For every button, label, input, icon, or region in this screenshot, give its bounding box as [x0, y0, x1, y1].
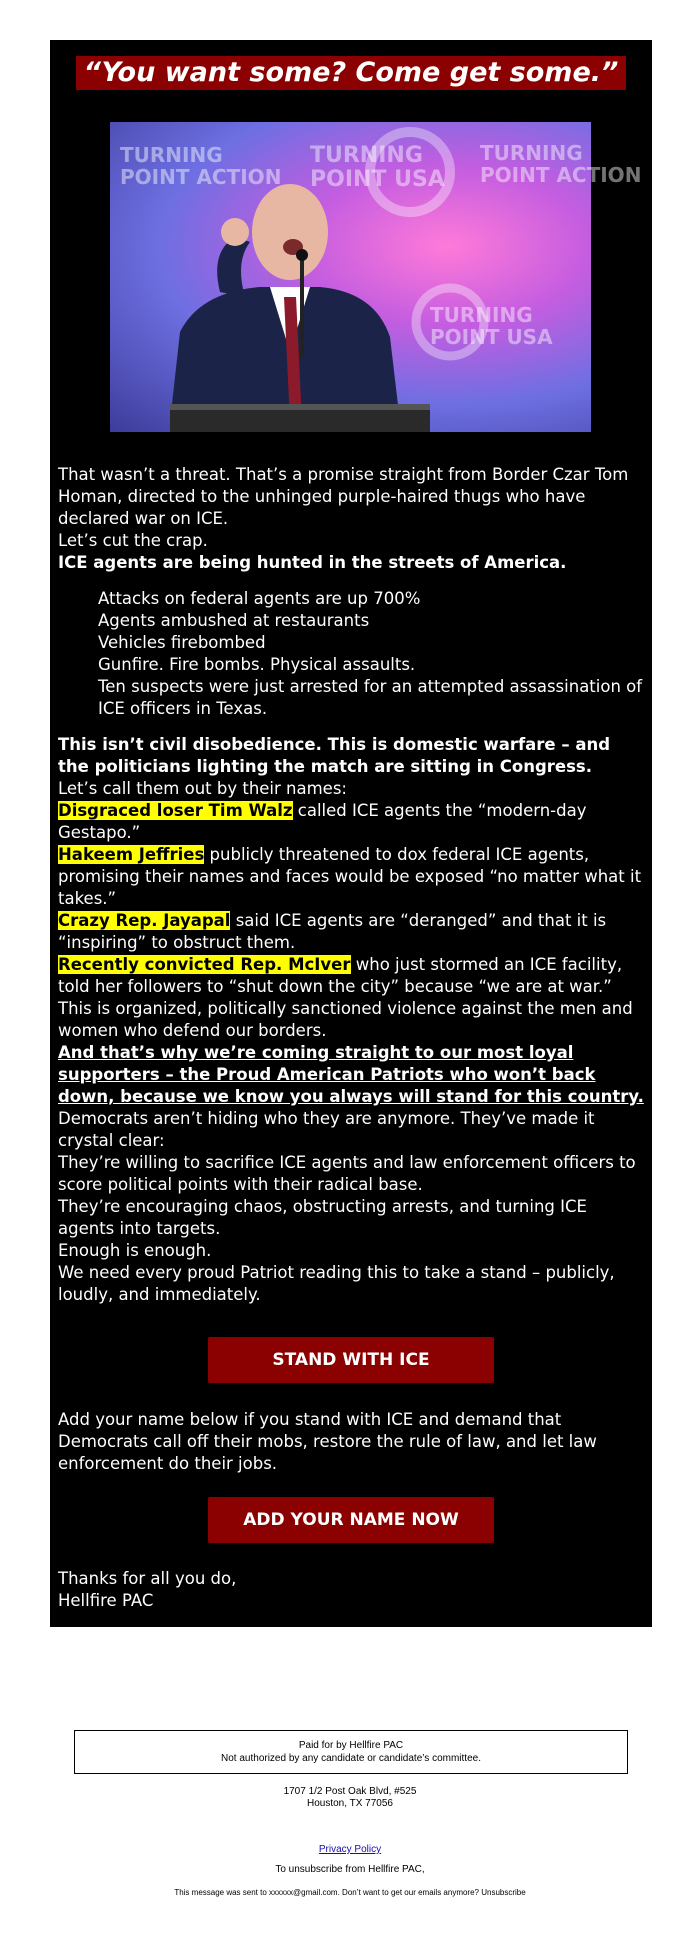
organized-statement: This is organized, politically sanctioned violence against the men and women who defend our borders. — [58, 999, 633, 1040]
name-callout — [58, 800, 644, 844]
name-quote: publicly threatened to dox federal ICE agents, promising their names and faces would be exposed “no matter what it takes.” — [58, 845, 642, 908]
paragraph: Enough is enough. — [58, 1241, 212, 1260]
paragraph: We need every proud Patriot reading this to take a stand – publicly, loudly, and immediately. — [58, 1263, 615, 1304]
name-callout — [58, 844, 644, 910]
signoff — [58, 1568, 644, 1612]
name-quote: who just stormed an ICE facility, told her followers to “shut down the city” because “we are at war.” — [58, 955, 623, 996]
add-name-text: Add your name below if you stand with ICE and demand that Democrats call off their mobs, restore the rule of law, and let law enforcement do their jobs. — [58, 1410, 597, 1473]
stand-with-ice-button[interactable]: STAND WITH ICE — [208, 1337, 494, 1383]
backdrop-text: TURNING — [430, 303, 533, 327]
paid-by-text: Paid for by Hellfire PAC — [298, 1740, 404, 1751]
signoff-line: Thanks for all you do, — [58, 1569, 237, 1588]
hero-image — [110, 122, 642, 432]
headline: “You want some? Come get some.” — [76, 56, 627, 90]
backdrop-text: TURNING — [120, 143, 223, 167]
footer-disclaimer-box — [74, 1730, 628, 1774]
warfare-statement: This isn’t civil disobedience. This is domestic warfare – and the politicians lighting the match are sitting in Congress. — [58, 735, 611, 776]
unsubscribe-line: To unsubscribe from Hellfire PAC, — [275, 1864, 425, 1875]
add-your-name-button[interactable]: ADD YOUR NAME NOW — [208, 1497, 494, 1543]
list-item: Gunfire. Fire bombs. Physical assaults. — [98, 655, 416, 674]
name-callout — [58, 954, 644, 998]
footer-links — [0, 1840, 700, 1880]
list-item: Vehicles firebombed — [98, 633, 266, 652]
headline-wrap — [50, 56, 652, 90]
cut-the-crap: Let’s cut the crap. — [58, 531, 208, 550]
list-item: Agents ambushed at restaurants — [98, 611, 370, 630]
list-item: Attacks on federal agents are up 700% — [98, 589, 421, 608]
loyal-supporters-statement: And that’s why we’re coming straight to our most loyal supporters – the Proud American Patriots who won’t back down, because we know you always will stand for this country. — [58, 1043, 644, 1106]
hunted-statement: ICE agents are being hunted in the streets of America. — [58, 553, 567, 572]
backdrop-text: POINT USA — [310, 167, 445, 192]
name-quote: called ICE agents the “modern-day Gestapo.” — [58, 801, 587, 842]
body-text — [58, 464, 644, 1306]
address-line: Houston, TX 77056 — [307, 1798, 393, 1809]
highlighted-name: Hakeem Jeffries — [58, 845, 205, 864]
name-callout — [58, 910, 644, 954]
privacy-policy-link[interactable]: Privacy Policy — [318, 1844, 382, 1855]
backdrop-text: TURNING — [480, 141, 583, 165]
footer-address — [0, 1786, 700, 1810]
highlighted-name: Crazy Rep. Jayapal — [58, 911, 231, 930]
disclaimer-text: Not authorized by any candidate or candidate’s committee. — [221, 1753, 481, 1764]
name-quote: said ICE agents are “deranged” and that it is “inspiring” to obstruct them. — [58, 911, 607, 952]
paragraph: They’re encouraging chaos, obstructing arrests, and turning ICE agents into targets. — [58, 1197, 587, 1238]
paragraph: Democrats aren’t hiding who they are anymore. They’ve made it crystal clear: — [58, 1109, 595, 1150]
backdrop-text: POINT USA — [430, 325, 553, 349]
signoff-sender: Hellfire PAC — [58, 1591, 154, 1610]
backdrop-text: POINT ACTION — [120, 165, 282, 189]
highlighted-name: Recently convicted Rep. McIver — [58, 955, 351, 974]
call-out: Let’s call them out by their names: — [58, 779, 347, 798]
email-card — [50, 40, 652, 1627]
footer-note: This message was sent to xxxxxx@gmail.com. Don’t want to get our emails anymore? Unsubscribe — [174, 1888, 526, 1897]
paragraph: They’re willing to sacrifice ICE agents and law enforcement officers to score political points with their radical base. — [58, 1153, 636, 1194]
backdrop-text: POINT ACTION — [480, 163, 642, 187]
highlighted-name: Disgraced loser Tim Walz — [58, 801, 293, 820]
list-item: Ten suspects were just arrested for an attempted assassination of ICE officers in Texas. — [98, 677, 643, 718]
hero-illustration — [110, 122, 642, 432]
backdrop-text: TURNING — [310, 143, 423, 168]
attacks-list — [98, 588, 644, 720]
address-line: 1707 1/2 Post Oak Blvd, #525 — [283, 1786, 417, 1797]
intro-paragraph: That wasn’t a threat. That’s a promise straight from Border Czar Tom Homan, directed to the unhinged purple-haired thugs who have declared war on ICE. — [58, 465, 629, 528]
